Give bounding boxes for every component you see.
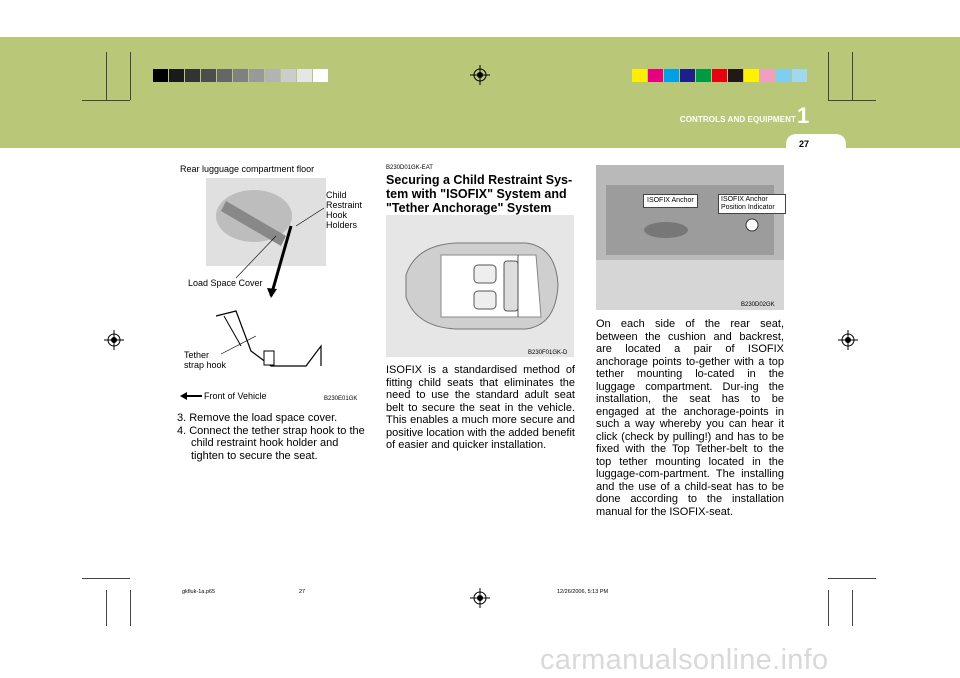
page-number: 27 — [798, 139, 809, 149]
step-text: Connect the tether strap hook to the child restraint hook holder and tighten to secure the seat. — [189, 424, 365, 462]
instruction-steps — [177, 412, 369, 462]
crop-mark — [130, 590, 131, 626]
footer-file-name: gkfluk-1a.p65 — [182, 589, 216, 595]
color-swatch — [169, 69, 184, 82]
color-swatch — [217, 69, 232, 82]
figure-caption-top: Rear lugguage compartment floor — [180, 164, 315, 174]
reference-code: B230D01GK-EAT — [386, 165, 433, 171]
step-number: 4. — [177, 424, 190, 437]
crop-mark — [82, 100, 130, 101]
crop-mark — [828, 578, 876, 579]
color-swatch — [760, 69, 775, 82]
registration-mark-icon — [838, 330, 858, 350]
color-swatch — [201, 69, 216, 82]
color-swatch — [648, 69, 663, 82]
figure-code: B230D02GK — [741, 302, 775, 308]
crop-mark — [828, 52, 829, 100]
color-swatch — [313, 69, 328, 82]
color-swatch — [153, 69, 168, 82]
color-swatch — [664, 69, 679, 82]
color-swatch — [281, 69, 296, 82]
color-swatch — [632, 69, 647, 82]
section-number: 1 — [797, 103, 810, 128]
step-number: 3. — [177, 412, 190, 424]
crop-mark — [852, 590, 853, 626]
color-swatch — [696, 69, 711, 82]
section-title: CONTROLS AND EQUIPMENT — [679, 115, 796, 124]
color-swatch — [297, 69, 312, 82]
label-isofix-anchor-indicator: ISOFIX Anchor Position Indicator — [718, 194, 786, 214]
color-swatch — [744, 69, 759, 82]
car-top-view-illustration — [386, 215, 574, 357]
color-swatch — [792, 69, 807, 82]
step-item — [177, 425, 369, 463]
color-swatch — [249, 69, 264, 82]
figure-code: B230F01GK-D — [528, 350, 568, 356]
label-isofix-anchor: ISOFIX Anchor — [643, 194, 698, 208]
crop-mark — [130, 52, 131, 100]
registration-mark-icon — [470, 65, 490, 85]
crop-mark — [852, 52, 853, 100]
crop-mark — [106, 590, 107, 626]
step-text: Remove the load space cover. — [189, 412, 338, 424]
arrow-left-icon — [180, 392, 202, 400]
label-load-space-cover: Load Space Cover — [188, 278, 263, 288]
footer-date: 12/26/2006, 5:13 PM — [557, 589, 609, 595]
isofix-anchorage-paragraph: On each side of the rear seat, between the cushion and backrest, are located a pair of ISOFIX anchorage points to-gether with a top tether mounting lo-cated in the luggage compartment. Dur-ing the installation, the seat has to be engaged at the anchorage-points in such a way whereby you can hear it click (check by pulling!) and has to be fixed with the Top Tether-belt to the top tether mounting located in the luggage-com-partment. The installing and the use of a child-seat has to be done according to the installation manual for the ISOFIX-seat. — [596, 318, 784, 518]
color-swatch — [776, 69, 791, 82]
crop-mark — [828, 590, 829, 626]
color-swatch — [728, 69, 743, 82]
crop-mark — [82, 578, 130, 579]
footer-page: 27 — [299, 589, 306, 595]
step-item — [177, 412, 369, 425]
label-tether-strap-hook: Tether strap hook — [184, 350, 227, 370]
label-hook-holders: Child Restraint Hook Holders — [326, 190, 363, 230]
header-band — [0, 37, 960, 148]
isofix-paragraph: ISOFIX is a standardised method of fitting child seats that eliminates the need to use the standard adult seat belt to secure the seat in the vehicle. This enables a much more secure and positive location with the added benefit of easier and quicker installation. — [386, 364, 575, 451]
label-front-of-vehicle: Front of Vehicle — [204, 391, 267, 401]
figure-code: B230E01GK — [324, 396, 358, 402]
color-swatch — [265, 69, 280, 82]
watermark: carmanualsonline.info — [540, 644, 829, 676]
color-swatch — [680, 69, 695, 82]
crop-mark — [828, 100, 876, 101]
registration-mark-icon — [470, 588, 490, 608]
color-swatch — [185, 69, 200, 82]
color-swatch — [712, 69, 727, 82]
color-swatch — [233, 69, 248, 82]
rear-seat-photo — [596, 165, 784, 310]
registration-mark-icon — [104, 330, 124, 350]
section-heading: Securing a Child Restraint Sys-tem with "ISOFIX" System and "Tether Anchorage" System — [386, 173, 573, 215]
crop-mark — [106, 52, 107, 100]
